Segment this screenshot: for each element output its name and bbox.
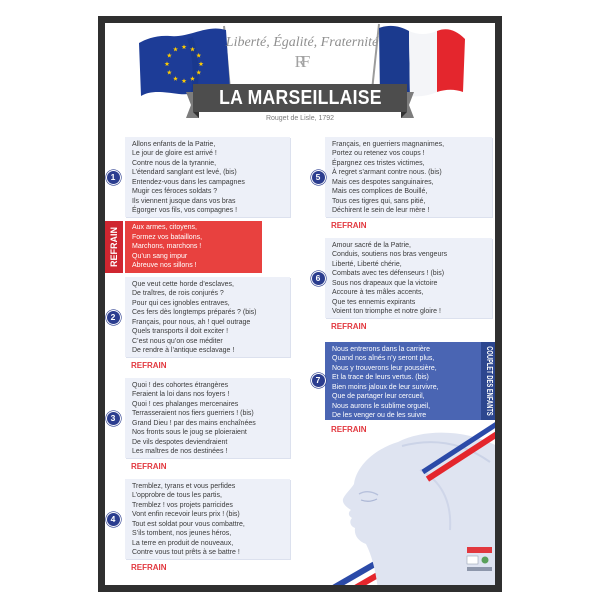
verse-line: Portez ou retenez vos coups ! <box>332 150 425 157</box>
verse-4 <box>125 479 290 559</box>
verse-line: Contre nous de la tyrannie, <box>132 159 217 167</box>
verse-line: De vils despotes deviendraient <box>132 438 228 446</box>
verse-line: Déchirent le sein de leur mère ! <box>332 207 430 214</box>
verse-line: Mugir ces féroces soldats ? <box>132 188 218 195</box>
verse-line: Tremblez ! vos projets parricides <box>132 501 233 509</box>
verse-number-badge: 3 <box>106 411 121 426</box>
verse-line: Que veut cette horde d’esclaves, <box>132 280 234 288</box>
refrain-label: REFRAIN <box>331 221 367 230</box>
verse-line: Tout est soldat pour vous combattre, <box>132 520 245 528</box>
verse-line: Français, en guerriers magnanimes, <box>332 140 445 148</box>
author-subtitle: Rouget de Lisle, 1792 <box>265 115 335 122</box>
verse-line: Nous y trouverons leur poussière, <box>332 364 437 372</box>
verse-line: Nous aurons le sublime orgueil, <box>332 402 431 410</box>
verse-line: Amour sacré de la Patrie, <box>332 241 411 249</box>
verse-line: L’opprobre de tous les partis, <box>132 492 222 499</box>
verse-line: C’est nous qu’on ose méditer <box>132 337 223 345</box>
verse-line: De rendre à l’antique esclavage ! <box>132 347 235 354</box>
verse-line: À regret s’armant contre nous. (bis) <box>332 169 442 176</box>
verse-line: Tous ces tigres qui, sans pitié, <box>332 197 426 205</box>
verse-line: De traîtres, de rois conjurés ? <box>132 290 224 297</box>
verse-line: Français, pour nous, ah ! quel outrage <box>132 318 251 326</box>
verse-5 <box>325 137 492 217</box>
verse-line: Quoi ! ces phalanges mercenaires <box>132 400 239 408</box>
verse-line: Que tes ennemis expirants <box>332 298 416 306</box>
refrain-tab <box>104 221 123 273</box>
rf-logo: RF <box>294 52 306 71</box>
verse-line: Le jour de gloire est arrivé ! <box>132 150 217 157</box>
children-verse-tab <box>481 342 497 420</box>
verse-line: Ils viennent jusque dans vos bras <box>132 197 236 205</box>
verse-line: La terre en produit de nouveaux, <box>132 539 234 547</box>
verse-line: Bien moins jaloux de leur survivre, <box>332 383 439 391</box>
refrain-label: REFRAIN <box>131 361 167 370</box>
refrain-line: Aux armes, citoyens, <box>132 224 197 231</box>
verse-line: Vont enfin recevoir leurs prix ! (bis) <box>132 511 240 518</box>
verse-6 <box>325 238 492 318</box>
national-motto: Liberté, Égalité, Fraternité <box>225 35 379 50</box>
verse-number-badge: 7 <box>311 373 326 388</box>
verse-line: Épargnez ces tristes victimes, <box>332 159 425 167</box>
verse-line: Quels transports il doit exciter ! <box>132 328 229 335</box>
refrain-line: Marchons, marchons ! <box>132 243 202 251</box>
refrain-box <box>125 221 262 273</box>
verse-line: Mais ces complices de Bouillé, <box>332 188 428 195</box>
verse-1 <box>125 137 290 217</box>
verse-line: Entendez-vous dans les campagnes <box>132 178 245 186</box>
verse-line: De les venger ou de les suivre <box>332 412 427 419</box>
verse-line: Terrasseraient nos fiers guerriers ! (bis) <box>132 410 254 417</box>
verse-line: Liberté, Liberté chérie, <box>332 260 402 268</box>
refrain-label: REFRAIN <box>131 563 167 572</box>
verse-line: Voient ton triomphe et notre gloire ! <box>332 308 441 315</box>
verse-line: L’étendard sanglant est levé, (bis) <box>132 169 237 176</box>
verse-line: Nous entrerons dans la carrière <box>332 345 431 353</box>
page-title <box>193 84 407 112</box>
verse-line: Que de partager leur cercueil, <box>332 393 425 400</box>
verse-7-children <box>325 342 481 420</box>
verse-line: Pour qui ces ignobles entraves, <box>132 299 230 307</box>
verse-2 <box>125 277 290 357</box>
verse-line: Mais ces despotes sanguinaires, <box>332 178 434 186</box>
verse-line: Nos fronts sous le joug se ploieraient <box>132 429 247 436</box>
verse-number-badge: 6 <box>311 271 326 286</box>
verse-line: S’ils tombent, nos jeunes héros, <box>132 530 232 537</box>
verse-line: Les maîtres de nos destinées ! <box>132 448 228 455</box>
verse-line: Combats avec tes défenseurs ! (bis) <box>332 270 445 277</box>
refrain-tab-label: REFRAIN <box>108 227 119 267</box>
verse-number-badge: 4 <box>106 512 121 527</box>
verse-line: Feraient la loi dans nos foyers ! <box>132 391 230 398</box>
verse-line: Égorger vos fils, vos compagnes ! <box>132 207 238 214</box>
verse-number-badge: 1 <box>106 170 121 185</box>
verse-number-badge: 5 <box>311 170 326 185</box>
verse-3 <box>125 378 290 458</box>
verse-line: Ces fers dès longtemps préparés ? (bis) <box>132 309 257 316</box>
refrain-line: Qu’un sang impur <box>132 252 188 260</box>
refrain-label: REFRAIN <box>131 462 167 471</box>
refrain-label: REFRAIN <box>331 425 367 434</box>
verse-line: Allons enfants de la Patrie, <box>132 140 216 148</box>
verse-line: Quoi ! des cohortes étrangères <box>132 381 229 389</box>
verse-line: Grand Dieu ! par des mains enchaînées <box>132 419 256 427</box>
refrain-line: Abreuve nos sillons ! <box>132 262 197 270</box>
verse-line: Et la trace de leurs vertus. (bis) <box>332 374 429 381</box>
refrain-line: Formez vos bataillons, <box>132 233 203 241</box>
verse-line: Sous nos drapeaux que la victoire <box>332 279 438 287</box>
verse-line: Tremblez, tyrans et vous perfides <box>132 482 236 490</box>
verse-number-badge: 2 <box>106 310 121 325</box>
title-text: LA MARSEILLAISE <box>218 86 382 109</box>
verse-line: Contre vous tout prêts à se battre ! <box>132 549 240 556</box>
verse-line: Conduis, soutiens nos bras vengeurs <box>332 251 448 258</box>
children-verse-tab-label: COUPLET DES ENFANTS <box>485 346 494 416</box>
verse-line: Quand nos aînés n’y seront plus, <box>332 355 435 362</box>
verse-line: Accoure à tes mâles accents, <box>332 289 424 296</box>
refrain-label: REFRAIN <box>331 322 367 331</box>
